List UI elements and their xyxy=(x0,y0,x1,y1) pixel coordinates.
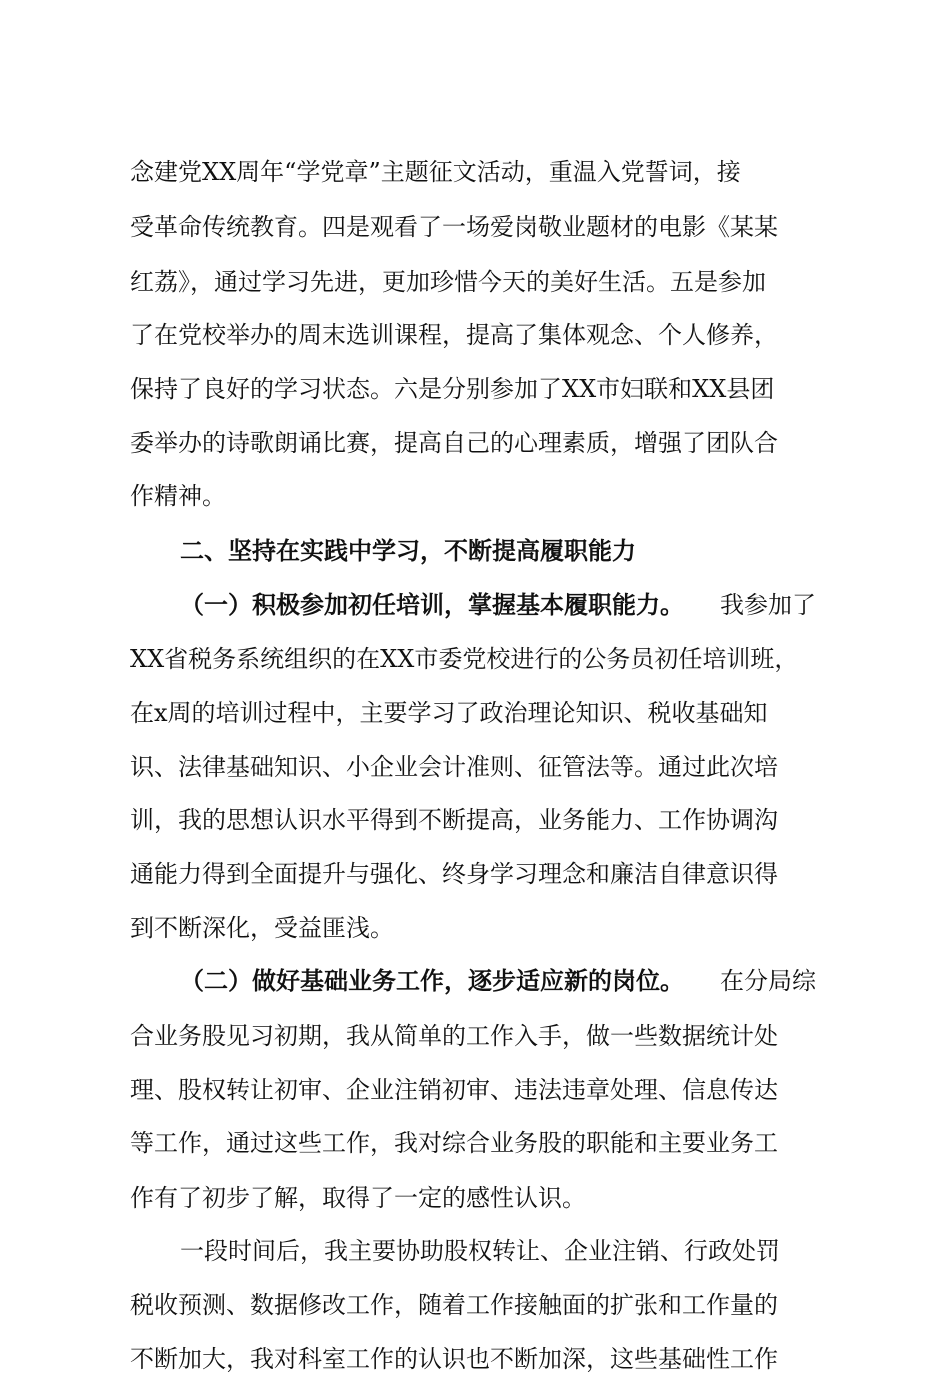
text-line: 合业务股见习初期，我从简单的工作入手，做一些数据统计处 xyxy=(130,1022,778,1050)
text-line: 在x周的培训过程中，主要学习了政治理论知识、税收基础知 xyxy=(130,699,768,727)
text-line: 作精神。 xyxy=(130,482,226,510)
text-line: 税收预测、数据修改工作，随着工作接触面的扩张和工作量的 xyxy=(130,1291,778,1319)
text-line: 保持了良好的学习状态。六是分别参加了XX市妇联和XX县团 xyxy=(130,375,775,403)
subheading-2: （二）做好基础业务工作，逐步适应新的岗位。 xyxy=(180,966,684,995)
text-line: 受革命传统教育。四是观看了一场爱岗敬业题材的电影《某某 xyxy=(130,213,778,241)
section-heading: 二、坚持在实践中学习，不断提高履职能力 xyxy=(180,537,636,565)
text-line: 到不断深化，受益匪浅。 xyxy=(130,914,394,942)
text-line: 训，我的思想认识水平得到不断提高，业务能力、工作协调沟 xyxy=(130,806,778,834)
text-line: XX省税务系统组织的在XX市委党校进行的公务员初任培训班， xyxy=(130,645,799,673)
text-line: 了在党校举办的周末选训课程，提高了集体观念、个人修养， xyxy=(130,321,778,349)
subheading-1: （一）积极参加初任培训，掌握基本履职能力。 xyxy=(180,590,684,619)
text-line: （二）做好基础业务工作，逐步适应新的岗位。 在分局综 xyxy=(0,963,950,999)
text-line: 通能力得到全面提升与强化、终身学习理念和廉洁自律意识得 xyxy=(130,860,778,888)
text-line: 识、法律基础知识、小企业会计准则、征管法等。通过此次培 xyxy=(130,753,778,781)
text-line: 一段时间后，我主要协助股权转让、企业注销、行政处罚 xyxy=(180,1237,780,1265)
text-line: 不断加大，我对科室工作的认识也不断加深，这些基础性工作 xyxy=(130,1345,778,1373)
text-line: 等工作，通过这些工作，我对综合业务股的职能和主要业务工 xyxy=(130,1129,778,1157)
text-line: （一）积极参加初任培训，掌握基本履职能力。 我参加了 xyxy=(0,587,950,623)
text-line: 红荔》，通过学习先进，更加珍惜今天的美好生活。五是参加 xyxy=(130,268,766,296)
text-line: 念建党XX周年“学党章”主题征文活动，重温入党誓词，接 xyxy=(130,158,741,186)
text-line: 作有了初步了解，取得了一定的感性认识。 xyxy=(130,1184,586,1212)
text-line: 理、股权转让初审、企业注销初审、违法违章处理、信息传达 xyxy=(130,1076,778,1104)
text-line: 委举办的诗歌朗诵比赛，提高自己的心理素质，增强了团队合 xyxy=(130,429,778,457)
